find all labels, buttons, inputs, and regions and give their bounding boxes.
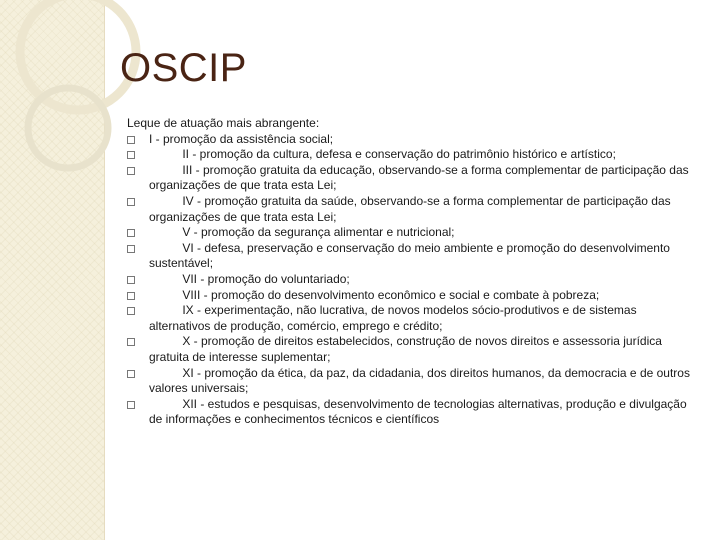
square-bullet-icon	[127, 276, 135, 284]
list-item	[127, 241, 692, 272]
list-item-text: X - promoção de direitos estabelecidos, construção de novos direitos e assessoria jurídica gratuita de interesse suplementar;	[149, 334, 666, 364]
list-item-text: VII - promoção do voluntariado;	[149, 271, 350, 286]
list-item	[127, 225, 692, 241]
bullet-list	[127, 132, 692, 428]
list-item-text: XII - estudos e pesquisas, desenvolvimento de tecnologias alternativas, produção e divulgação de informações e conhecimentos técnicos e científicos	[149, 396, 690, 427]
square-bullet-icon	[127, 370, 135, 378]
intro-text: Leque de atuação mais abrangente:	[127, 116, 320, 130]
square-bullet-icon	[127, 229, 135, 237]
square-bullet-icon	[127, 167, 135, 175]
list-item	[127, 288, 692, 304]
square-bullet-icon	[127, 151, 135, 159]
square-bullet-icon	[127, 338, 135, 346]
square-bullet-icon	[127, 245, 135, 253]
list-item-text: VI - defesa, preservação e conservação do meio ambiente e promoção do desenvolvimento sustentável;	[149, 240, 674, 271]
list-item-text: IX - experimentação, não lucrativa, de novos modelos sócio-produtivos e de sistemas alternativos de produção, comércio, emprego e crédito;	[149, 303, 640, 333]
square-bullet-icon	[127, 401, 135, 409]
list-item	[127, 132, 692, 148]
list-item-text: V - promoção da segurança alimentar e nutricional;	[149, 225, 455, 240]
square-bullet-icon	[127, 136, 135, 144]
square-bullet-icon	[127, 198, 135, 206]
square-bullet-icon	[127, 292, 135, 300]
list-item	[127, 334, 692, 365]
list-item-text: II - promoção da cultura, defesa e conservação do patrimônio histórico e artístico;	[149, 147, 616, 162]
list-item-text: I - promoção da assistência social;	[149, 131, 334, 146]
list-item	[127, 272, 692, 288]
list-item	[127, 163, 692, 194]
list-item	[127, 194, 692, 225]
list-item	[127, 397, 692, 428]
square-bullet-icon	[127, 307, 135, 315]
list-item-text: XI - promoção da ética, da paz, da cidadania, dos direitos humanos, da democracia e de outros valores universais;	[149, 365, 694, 396]
list-item-text: VIII - promoção do desenvolvimento econômico e social e combate à pobreza;	[149, 287, 600, 302]
decorative-ring-large	[20, 0, 136, 110]
list-item-text: III - promoção gratuita da educação, observando-se a forma complementar de participação das organizações de que trata esta Lei;	[149, 162, 692, 193]
slide-content	[127, 116, 692, 428]
list-item-text: IV - promoção gratuita da saúde, observando-se a forma complementar de participação das organizações de que trata esta Lei;	[149, 193, 674, 224]
list-item	[127, 303, 692, 334]
list-item	[127, 366, 692, 397]
list-item	[127, 147, 692, 163]
page-title: OSCIP	[120, 46, 247, 90]
decorative-ring-small	[28, 88, 108, 168]
